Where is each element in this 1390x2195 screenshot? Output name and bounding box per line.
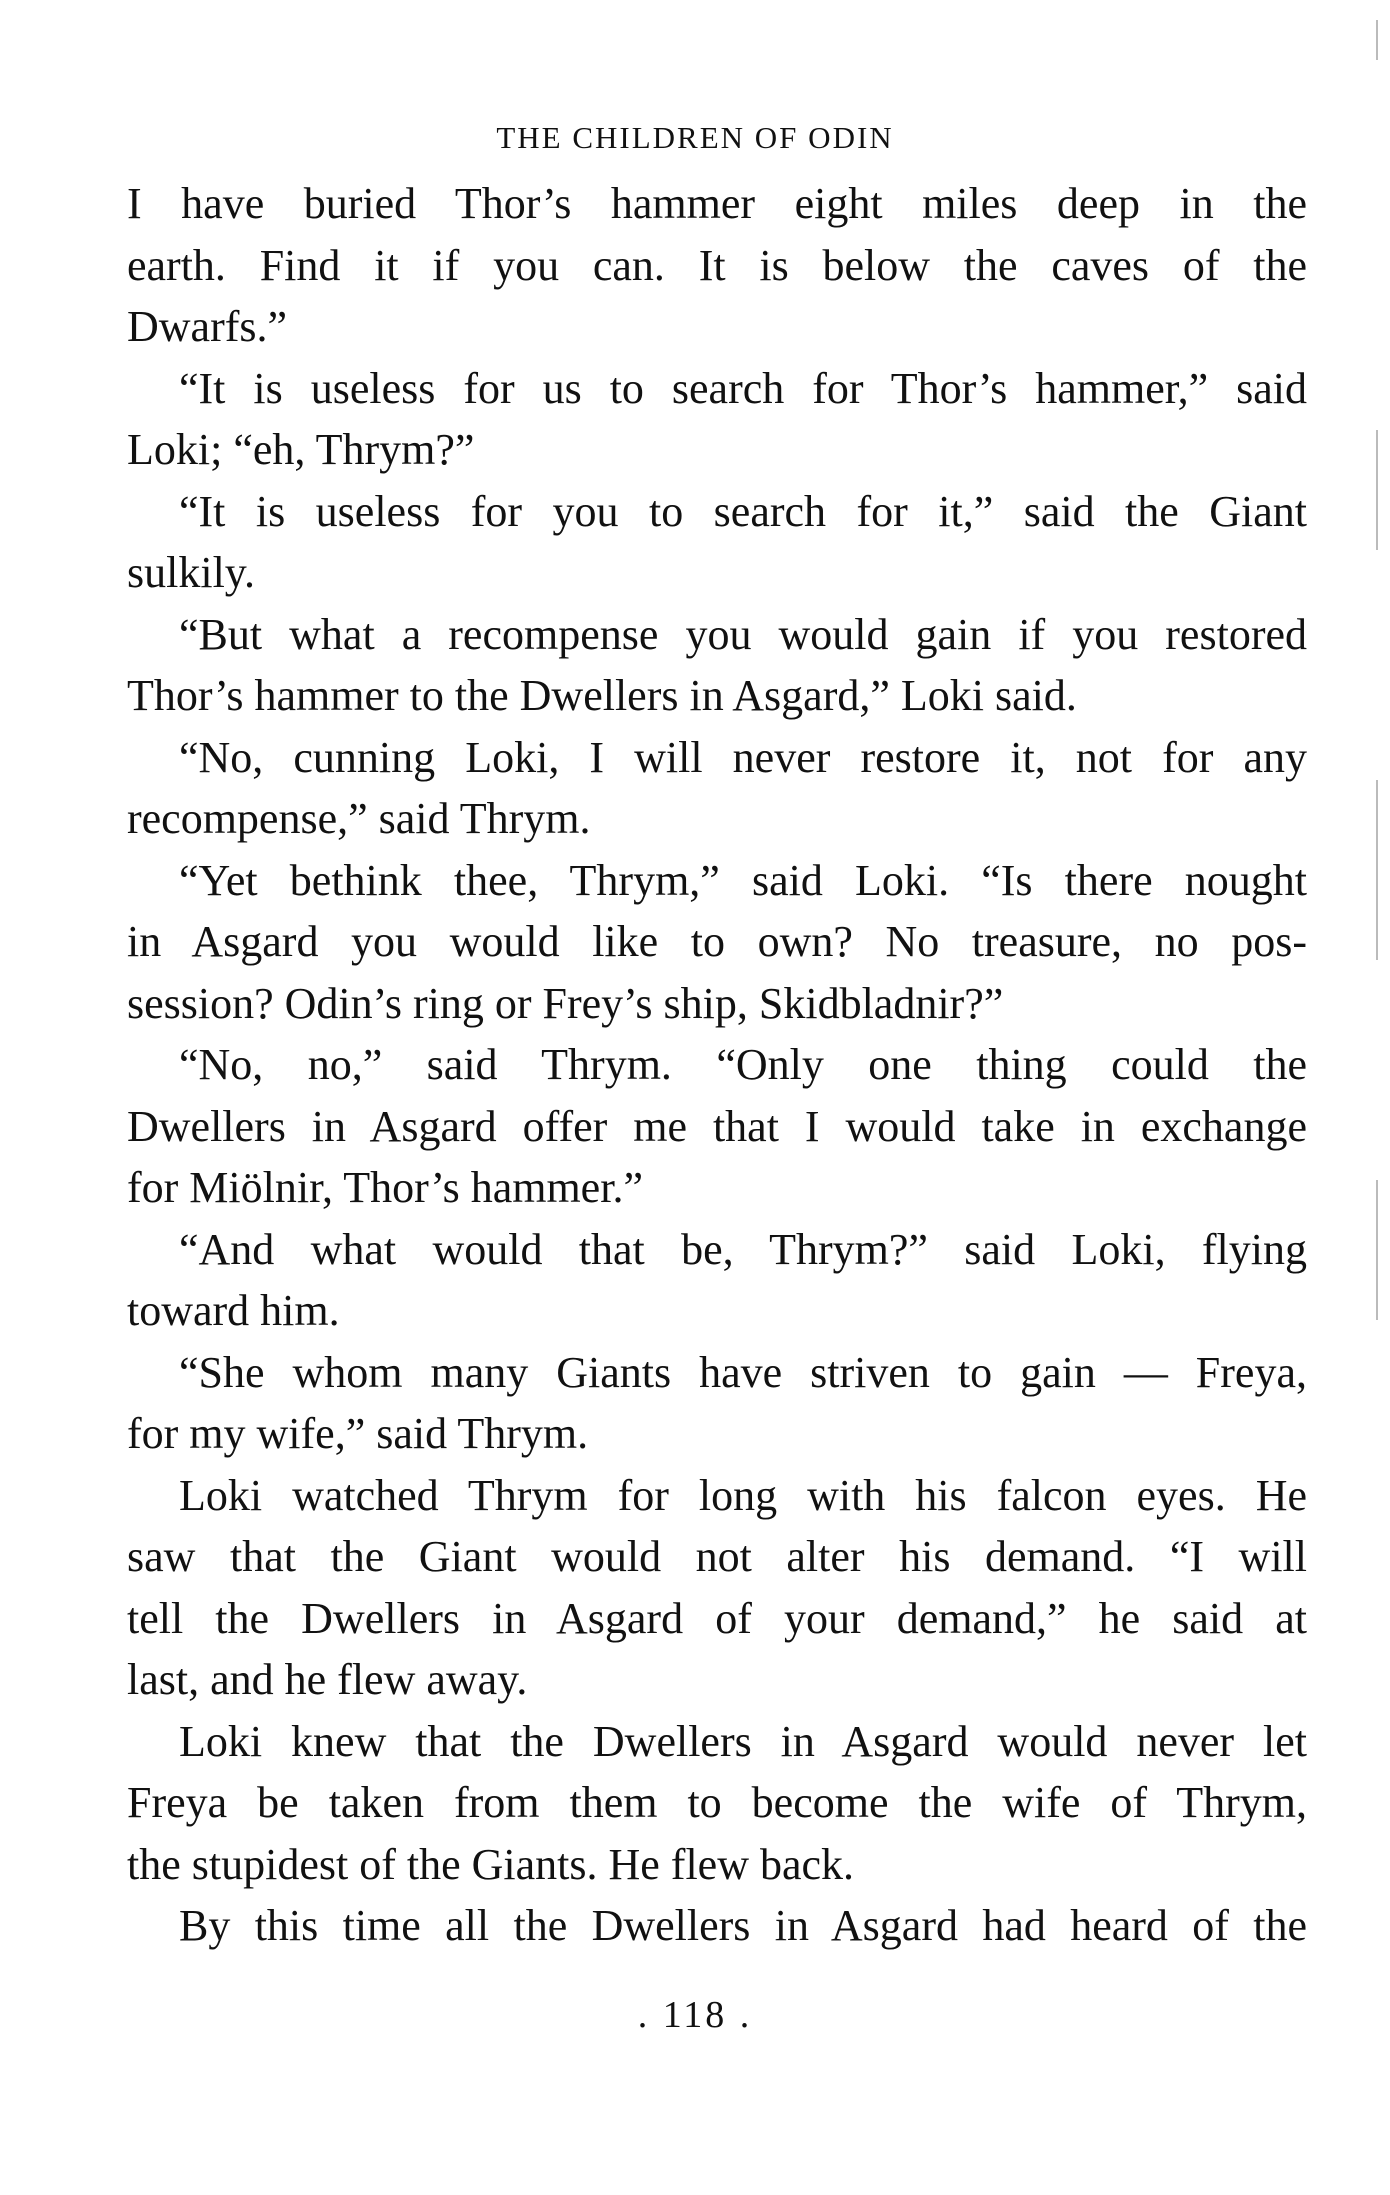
text-line: “But what a recompense you would gain if you restored xyxy=(179,609,1307,659)
text-line: earth. Find it if you can. It is below the caves of the xyxy=(127,240,1307,290)
text-line: “No, cunning Loki, I will never restore it, not for any xyxy=(179,732,1307,782)
scan-edge-mark xyxy=(1376,1180,1378,1320)
text-line: recompense,” said Thrym. xyxy=(127,794,591,843)
text-line: “It is useless for us to search for Thor’s hammer,” said xyxy=(179,363,1307,413)
scan-edge-mark xyxy=(1376,780,1378,960)
text-line: Loki knew that the Dwellers in Asgard would never let xyxy=(179,1716,1307,1766)
text-line: session? Odin’s ring or Frey’s ship, Skidbladnir?” xyxy=(127,978,1004,1028)
text-line: the stupidest of the Giants. He flew back. xyxy=(127,1839,855,1889)
text-line: By this time all the Dwellers in Asgard had heard of the xyxy=(179,1901,1307,1950)
text-line: Dwarfs.” xyxy=(127,302,288,351)
text-line: saw that the Giant would not alter his demand. “I will xyxy=(127,1532,1307,1581)
body-text xyxy=(127,173,1307,1957)
text-line: Dwellers in Asgard offer me that I would take in exchange xyxy=(127,1101,1307,1151)
text-line: sulkily. xyxy=(127,548,255,597)
text-line: Loki watched Thrym for long with his falcon eyes. He xyxy=(179,1470,1307,1520)
text-line: “She whom many Giants have striven to gain — Freya, xyxy=(179,1347,1307,1397)
page-number: . 118 . xyxy=(637,1994,753,2036)
text-line: tell the Dwellers in Asgard of your demand,” he said at xyxy=(127,1593,1307,1643)
text-line: for Miölnir, Thor’s hammer.” xyxy=(127,1163,643,1212)
text-line: in Asgard you would like to own? No treasure, no pos- xyxy=(127,917,1307,966)
text-line: Thor’s hammer to the Dwellers in Asgard,” Loki said. xyxy=(127,671,1077,720)
text-line: toward him. xyxy=(127,1286,340,1335)
text-line: “And what would that be, Thrym?” said Loki, flying xyxy=(179,1224,1307,1274)
text-line: “It is useless for you to search for it,” said the Giant xyxy=(179,486,1307,536)
text-line: for my wife,” said Thrym. xyxy=(127,1409,589,1458)
text-line: Freya be taken from them to become the wife of Thrym, xyxy=(127,1778,1307,1827)
text-line: “Yet bethink thee, Thrym,” said Loki. “Is there nought xyxy=(179,855,1307,905)
scan-edge-mark xyxy=(1376,20,1378,60)
running-head: THE CHILDREN OF ODIN xyxy=(496,120,894,155)
text-line: “No, no,” said Thrym. “Only one thing could the xyxy=(179,1040,1307,1089)
text-line: I have buried Thor’s hammer eight miles deep in the xyxy=(127,179,1307,228)
scan-edge-mark xyxy=(1376,430,1378,550)
text-line: Loki; “eh, Thrym?” xyxy=(127,425,475,474)
text-line: last, and he flew away. xyxy=(127,1655,528,1704)
